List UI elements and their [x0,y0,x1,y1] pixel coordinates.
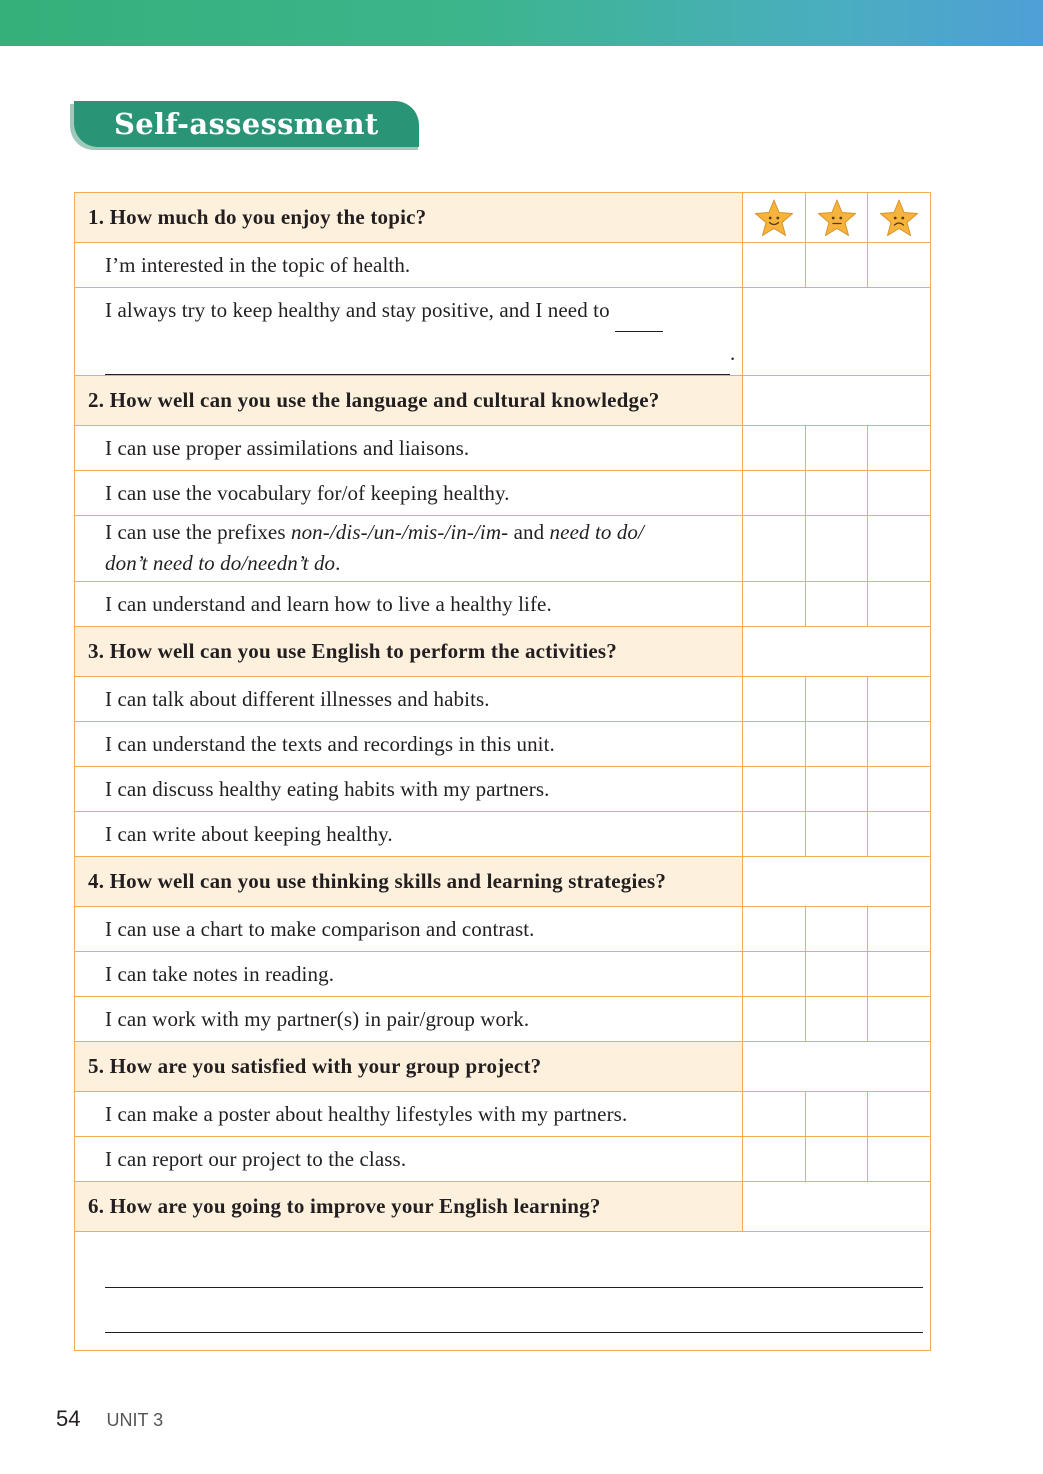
rating-cell-sad[interactable] [868,1137,931,1182]
statement-text: I can work with my partner(s) in pair/group work. [75,997,743,1042]
question-text: 1. How much do you enjoy the topic? [75,193,743,243]
question-row [75,627,931,677]
page-footer [56,1406,163,1432]
happy-star-icon [743,198,805,238]
rating-cell-sad[interactable] [868,471,931,516]
rating-cell-neutral[interactable] [806,997,868,1042]
statement-row [75,997,931,1042]
rating-cell-sad[interactable] [868,997,931,1042]
statement-row [75,1137,931,1182]
statement-row [75,722,931,767]
rating-cell-happy[interactable] [743,471,806,516]
statement-text: I can make a poster about healthy lifestyles with my partners. [75,1092,743,1137]
rating-cell-neutral[interactable] [806,907,868,952]
rating-cell-neutral[interactable] [806,722,868,767]
answer-line[interactable] [105,1332,923,1333]
statement-row [75,243,931,288]
rating-cell-neutral[interactable] [806,677,868,722]
rating-cell-sad[interactable] [868,677,931,722]
rating-cell-happy[interactable] [743,677,806,722]
rating-cell-happy[interactable] [743,1092,806,1137]
answer-area[interactable] [75,1232,931,1351]
rating-cell-sad[interactable] [868,722,931,767]
statement-text: I can understand and learn how to live a healthy life. [75,582,743,627]
statement-cell: I can use the prefixes non-/dis-/un-/mis-/in-/im- and need to do/ don’t need to do/needn’t do. [75,516,743,582]
self-assessment-table [74,192,931,1351]
statement-row [75,516,931,582]
statement-row [75,767,931,812]
rating-cell-neutral[interactable] [806,471,868,516]
rating-cell-happy[interactable] [743,997,806,1042]
question-row [75,376,931,426]
statement-cell: I always try to keep healthy and stay positive, and I need to . [75,288,743,376]
question-text: 3. How well can you use English to perform the activities? [75,627,743,677]
statement-row [75,952,931,997]
title-tab [74,101,419,147]
statement-text: I can report our project to the class. [75,1137,743,1182]
rating-cell-neutral[interactable] [806,767,868,812]
rating-cell-happy[interactable] [743,426,806,471]
sad-star-icon [868,198,930,238]
statement-text: I’m interested in the topic of health. [75,243,743,288]
page-title: Self-assessment [114,107,379,141]
rating-cell-neutral[interactable] [806,243,868,288]
statement-row [75,812,931,857]
statement-text: I can understand the texts and recordings in this unit. [75,722,743,767]
statement-row [75,677,931,722]
rating-cell-happy[interactable] [743,516,806,582]
answer-row [75,1232,931,1351]
unit-label: UNIT 3 [106,1410,164,1430]
statement-row [75,1092,931,1137]
statement-row-fill-in [75,288,931,376]
statement-text: I can use a chart to make comparison and contrast. [75,907,743,952]
statement-text: I always try to keep healthy and stay positive, and I need to [105,298,610,322]
rating-cell-neutral[interactable] [806,952,868,997]
rating-header-happy [743,193,806,243]
question-text: 6. How are you going to improve your English learning? [75,1182,743,1232]
rating-cell-sad[interactable] [868,767,931,812]
rating-cell-neutral[interactable] [806,582,868,627]
statement-text: I can use proper assimilations and liaisons. [75,426,743,471]
rating-cell-sad[interactable] [868,952,931,997]
header-blank-cell [743,1182,931,1232]
neutral-star-icon [806,198,867,238]
question-text: 4. How well can you use thinking skills and learning strategies? [75,857,743,907]
statement-text: I can talk about different illnesses and habits. [75,677,743,722]
page-number: 54 [56,1406,81,1431]
rating-cell-happy[interactable] [743,1137,806,1182]
rating-cell-sad[interactable] [868,426,931,471]
rating-cell-sad[interactable] [868,582,931,627]
rating-cell-neutral[interactable] [806,1137,868,1182]
rating-cell-sad[interactable] [868,812,931,857]
rating-cell-happy[interactable] [743,952,806,997]
statement-row [75,907,931,952]
question-row [75,1042,931,1092]
rating-header-neutral [806,193,868,243]
rating-cell-sad[interactable] [868,243,931,288]
rating-cell-sad[interactable] [868,1092,931,1137]
statement-row [75,426,931,471]
fill-in-blank-long[interactable] [105,332,730,375]
statement-text: I can use the vocabulary for/of keeping healthy. [75,471,743,516]
rating-cell-neutral[interactable] [806,426,868,471]
question-row [75,193,931,243]
fill-in-blank-short[interactable] [615,289,663,332]
statement-text: I can take notes in reading. [75,952,743,997]
statement-text: I can write about keeping healthy. [75,812,743,857]
header-blank-cell [743,1042,931,1092]
rating-cell-happy[interactable] [743,582,806,627]
rating-cell-happy[interactable] [743,722,806,767]
question-row [75,857,931,907]
rating-cell-happy[interactable] [743,907,806,952]
statement-row [75,582,931,627]
rating-cell-neutral[interactable] [806,1092,868,1137]
header-blank-cell [743,857,931,907]
rating-cell-neutral[interactable] [806,516,868,582]
question-text: 5. How are you satisfied with your group project? [75,1042,743,1092]
question-text: 2. How well can you use the language and cultural knowledge? [75,376,743,426]
rating-cell-sad[interactable] [868,516,931,582]
rating-cell-happy[interactable] [743,767,806,812]
question-row [75,1182,931,1232]
rating-header-sad [868,193,931,243]
rating-cell-sad[interactable] [868,907,931,952]
header-blank-cell [743,627,931,677]
statement-row [75,471,931,516]
rating-cell-neutral[interactable] [806,812,868,857]
header-blank-cell [743,376,931,426]
top-color-bar [0,0,1043,46]
rating-cell-empty [743,288,931,376]
rating-cell-happy[interactable] [743,812,806,857]
statement-text: I can discuss healthy eating habits with my partners. [75,767,743,812]
rating-cell-happy[interactable] [743,243,806,288]
